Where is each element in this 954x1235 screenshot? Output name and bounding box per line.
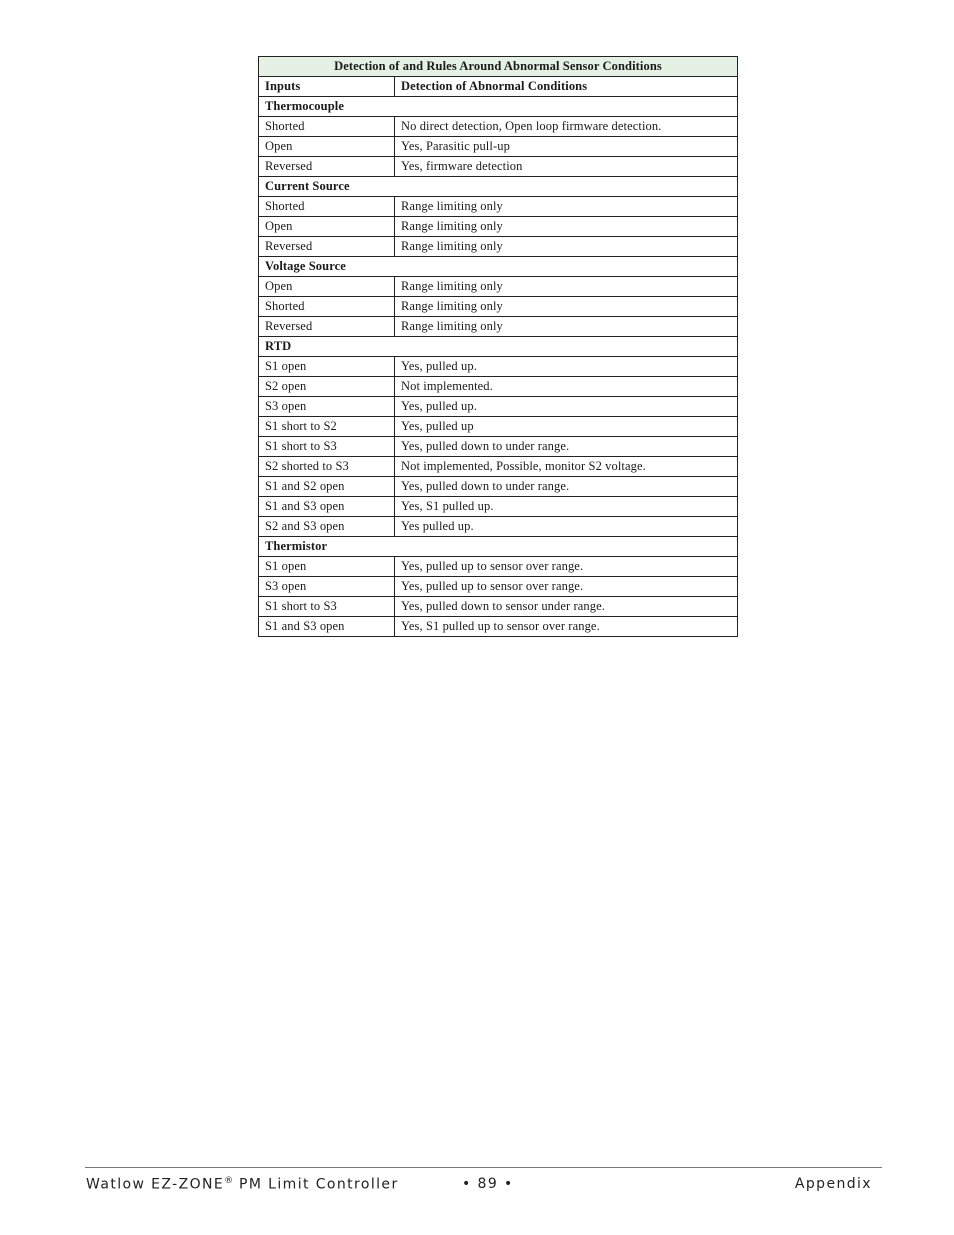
table-row — [259, 617, 738, 637]
registered-mark: ® — [224, 1176, 234, 1186]
footer-divider — [85, 1167, 882, 1168]
table-title: Detection of and Rules Around Abnormal Sensor Conditions — [259, 57, 738, 77]
input-cell: S2 and S3 open — [259, 517, 395, 537]
table-row — [259, 477, 738, 497]
detection-cell: Yes, firmware detection — [395, 157, 738, 177]
input-cell: S2 open — [259, 377, 395, 397]
group-heading: Voltage Source — [259, 257, 738, 277]
detection-cell: Range limiting only — [395, 297, 738, 317]
detection-cell: Yes, S1 pulled up to sensor over range. — [395, 617, 738, 637]
detection-cell: Not implemented, Possible, monitor S2 voltage. — [395, 457, 738, 477]
input-cell: S3 open — [259, 397, 395, 417]
detection-cell: Range limiting only — [395, 217, 738, 237]
footer-product-suffix: PM Limit Controller — [233, 1176, 399, 1193]
table-row — [259, 117, 738, 137]
detection-cell: Not implemented. — [395, 377, 738, 397]
group-heading: Current Source — [259, 177, 738, 197]
input-cell: Shorted — [259, 197, 395, 217]
table-row — [259, 517, 738, 537]
sensor-conditions-table — [258, 56, 738, 637]
table-row — [259, 137, 738, 157]
table-row — [259, 317, 738, 337]
table-row — [259, 417, 738, 437]
input-cell: S1 open — [259, 357, 395, 377]
group-heading: Thermistor — [259, 537, 738, 557]
table-row — [259, 437, 738, 457]
column-header-inputs: Inputs — [259, 77, 395, 97]
table-row — [259, 157, 738, 177]
detection-cell: Range limiting only — [395, 197, 738, 217]
table-row — [259, 277, 738, 297]
input-cell: S1 open — [259, 557, 395, 577]
footer-section: Appendix — [794, 1176, 872, 1192]
group-row — [259, 177, 738, 197]
detection-cell: Range limiting only — [395, 237, 738, 257]
table-row — [259, 577, 738, 597]
detection-cell: Yes pulled up. — [395, 517, 738, 537]
input-cell: S2 shorted to S3 — [259, 457, 395, 477]
table-row — [259, 557, 738, 577]
detection-cell: No direct detection, Open loop firmware detection. — [395, 117, 738, 137]
table-row — [259, 217, 738, 237]
table-row — [259, 357, 738, 377]
detection-cell: Yes, pulled down to under range. — [395, 477, 738, 497]
input-cell: S3 open — [259, 577, 395, 597]
detection-cell: Yes, Parasitic pull-up — [395, 137, 738, 157]
input-cell: S1 and S3 open — [259, 617, 395, 637]
input-cell: S1 short to S3 — [259, 597, 395, 617]
group-row — [259, 337, 738, 357]
group-heading: Thermocouple — [259, 97, 738, 117]
column-header-detection: Detection of Abnormal Conditions — [395, 77, 738, 97]
input-cell: Reversed — [259, 317, 395, 337]
footer-product: Watlow EZ-ZONE — [86, 1176, 225, 1193]
input-cell: Shorted — [259, 297, 395, 317]
input-cell: S1 and S3 open — [259, 497, 395, 517]
table-row — [259, 197, 738, 217]
table-row — [259, 597, 738, 617]
detection-cell: Yes, pulled up — [395, 417, 738, 437]
footer-page-number: • 89 • — [462, 1176, 514, 1192]
group-row — [259, 537, 738, 557]
detection-cell: Yes, pulled up. — [395, 397, 738, 417]
detection-cell: Range limiting only — [395, 277, 738, 297]
input-cell: Shorted — [259, 117, 395, 137]
group-row — [259, 97, 738, 117]
detection-cell: Range limiting only — [395, 317, 738, 337]
input-cell: Reversed — [259, 237, 395, 257]
group-row — [259, 257, 738, 277]
input-cell: S1 short to S2 — [259, 417, 395, 437]
table-row — [259, 397, 738, 417]
detection-cell: Yes, pulled down to under range. — [395, 437, 738, 457]
table-row — [259, 377, 738, 397]
input-cell: Open — [259, 217, 395, 237]
table-header-row — [259, 77, 738, 97]
footer-product-name — [86, 1176, 399, 1193]
table-title-row — [259, 57, 738, 77]
table-row — [259, 497, 738, 517]
table-row — [259, 457, 738, 477]
detection-cell: Yes, pulled up to sensor over range. — [395, 577, 738, 597]
input-cell: Open — [259, 137, 395, 157]
input-cell: Open — [259, 277, 395, 297]
group-heading: RTD — [259, 337, 738, 357]
table-row — [259, 297, 738, 317]
detection-cell: Yes, pulled up to sensor over range. — [395, 557, 738, 577]
detection-cell: Yes, pulled down to sensor under range. — [395, 597, 738, 617]
table-row — [259, 237, 738, 257]
detection-cell: Yes, S1 pulled up. — [395, 497, 738, 517]
input-cell: S1 short to S3 — [259, 437, 395, 457]
input-cell: Reversed — [259, 157, 395, 177]
detection-cell: Yes, pulled up. — [395, 357, 738, 377]
input-cell: S1 and S2 open — [259, 477, 395, 497]
